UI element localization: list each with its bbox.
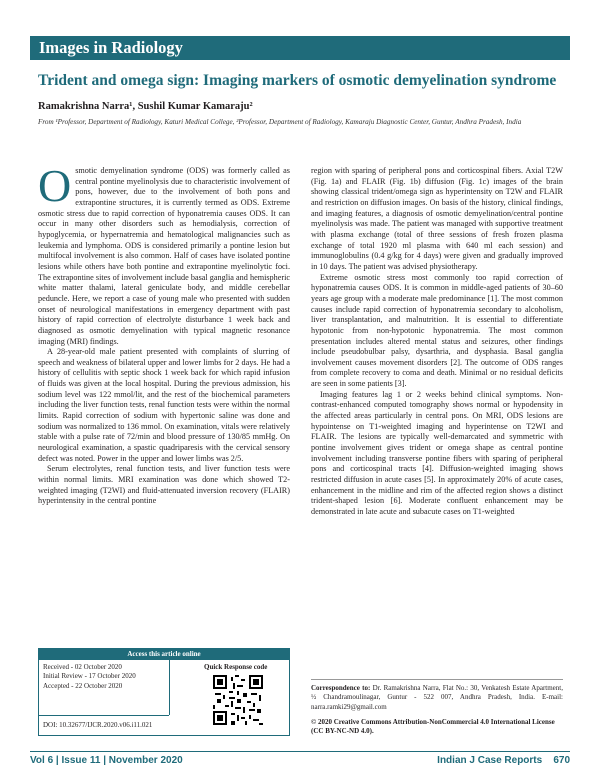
date-accepted: Accepted - 22 October 2020 [43, 681, 123, 690]
paragraph-case: A 28-year-old male patient presented with complaints of slurring of speech and weakness of bilateral upper and lower limbs for 2 days. He had a history of cellulitis with septic shock 1 week back for which rapid infusion of fluids was given at the local hospital. During the previous admission, his sodium level was 122 mmol/lit, and the rest of the biochemical parameters including the liver function tests, renal function tests were within the normal limits. Rapid correction of sodium with hypertonic saline was done and sodium was normalized to 136 mmol. On examination, vitals were relatively stable with a pulse rate of 72/min and blood pressure of 130/85 mmHg. On neurological examination, a spastic quadriparesis with the cervical sensory defect was noted. Power in the upper and lower limbs was 2/5. [38, 347, 290, 463]
paragraph-features: Imaging features lag 1 or 2 weeks behind clinical symptoms. Non-contrast-enhanced computed tomography shows normal or hypodensity in the affected areas particularly in central pons. On MRI, ODS lesions are hypointense on T1-weighted imaging and hyperintense on T2WI and FLAIR. The lesions are typically well-demarcated and symmetric with pontine involvement gives trident or omega shape as central pontine involvement including transverse pontine fibers with sparing of peripheral pons and corticospinal tracts [4]. Diffusion-weighted imaging shows restricted diffusion in acute cases [5]. In approximately 20% of acute cases, enhancement in the midline and rim of the affected region shows a distinct trident-shaped lesion [6]. Moderate confluent enhancement may be demonstrated in late acute and subacute cases on T1-weighted [311, 389, 563, 516]
qr-code-icon[interactable] [213, 675, 263, 725]
paragraph-imaging: region with sparing of peripheral pons and corticospinal fibers. Axial T2W (Fig. 1a) and FLAIR (Fig. 1b) diffusion (Fig. 1c) images of the brain showing classical trident/omega sign as hyperintensity on T2W and FLAIR and restriction on diffusion images. On basis of the history, clinical findings, and imaging features, a diagnosis of osmotic demyelination/central pontine myelinolysis was made. The patient was managed with supportive treatment with plasma exchange (total of three sessions of fresh frozen plasma exchange of total 1920 ml plasma with 640 ml each session) and immunoglobulins (0.4 g/kg for 4 days) were given and gradually improved in 10 days. The patient was advised physiotherapy. [311, 166, 563, 271]
date-review: Initial Review - 17 October 2020 [43, 672, 136, 681]
section-banner: Images in Radiology [30, 36, 570, 60]
license: © 2020 Creative Commons Attribution-NonCommercial 4.0 International License (CC BY-NC-ND 4.0). [311, 718, 555, 736]
access-header: Access this article online [39, 649, 289, 660]
qr-label: Quick Response code [204, 663, 268, 671]
doi[interactable]: DOI: 10.32677/IJCR.2020.v06.i11.021 [43, 721, 153, 729]
paragraph-discussion: Extreme osmotic stress most commonly too rapid correction of hyponatremia causes ODS. It is common in middle-aged patients of 30–60 years age group with a moderate male predominance [1]. The most common causes include rapid correction of hyponatremia secondary to alcoholism, liver transplantation, and malnutrition. It is essential to differentiate hypotonic from non-hypotonic hyponatremia. The most common presentation includes altered mental status and seizures, other findings include pseudobulbar palsy, dysarthria, and dysphasia. Basal ganglia involvement causes movement disorders [2]. The outcome of ODS ranges from complete recovery to coma and death. Minimal or no residual deficits are seen in some patients [3]. [311, 272, 563, 389]
footer-volume: Vol 6 | Issue 11 | November 2020 [30, 755, 183, 766]
footer-divider [30, 751, 570, 752]
access-box [38, 648, 290, 736]
correspondence-text: Dr. Ramakrishna Narra, Flat No.: 30, Venkatesh Estate Apartment, ½ Chandramoulinagar, Guntur - 522 007, Andhra Pradesh, India. E-mail: narra.ramki29@gmail.com [311, 684, 563, 711]
affiliation: From ¹Professor, Department of Radiology, Katuri Medical College, ²Professor, Department of Radiology, Kamaraju Diagnostic Center, Guntur, Andhra Pradesh, India [38, 118, 522, 126]
paragraph-text: smotic demyelination syndrome (ODS) was formerly called as central pontine myelinolysis due to characteristic involvement of pons, however, due to the involvement of both pons and extrapontine structures, it is currently termed as ODS. Extreme osmotic stress due to rapid correction of hyponatremia causes ODS. It can occur in many other disorders such as hemodialysis, correction of hypoglycemia, or hypernatremia and hematological malignancies such as leukemia and lymphoma. ODS is considered primarily a pontine lesion but multifocal involvement is also common. Half of cases have isolated pontine lesions while others have both pontine and extrapontine myelinolytic foci. The extrapontine sites of involvement include basal ganglia and hemispheric white matter thalami, lateral geniculate body, and middle cerebellar peduncle. Here, we report a case of young male who presented with sudden onset of neurological manifestations in emergency department with past history of rapid correction of electrolyte disturbance 1 week back and diagnosed as osmotic demyelination with typical magnetic resonance imaging (MRI) findings. [38, 166, 290, 346]
date-received: Received - 02 October 2020 [43, 663, 122, 671]
body-column-right [311, 166, 563, 518]
article-dates [43, 663, 163, 691]
paragraph-intro [38, 160, 290, 347]
article-title: Trident and omega sign: Imaging markers of osmotic demyelination syndrome [38, 72, 557, 89]
correspondence-label: Correspondence to: [311, 684, 371, 692]
drop-cap: O [38, 160, 72, 211]
correspondence [311, 684, 563, 712]
footer-journal-page: Indian J Case Reports 670 [437, 755, 570, 766]
authors: Ramakrishna Narra¹, Sushil Kumar Kamaraju² [38, 101, 253, 112]
paragraph-labs: Serum electrolytes, renal function tests, and liver function tests were within normal limits. MRI examination was done which showed T2-weighted imaging (T2WI) and fluid-attenuated inversion recovery (FLAIR) hyperintensity in the central pontine [38, 464, 290, 506]
body-column-left [38, 160, 290, 507]
divider [311, 679, 563, 680]
